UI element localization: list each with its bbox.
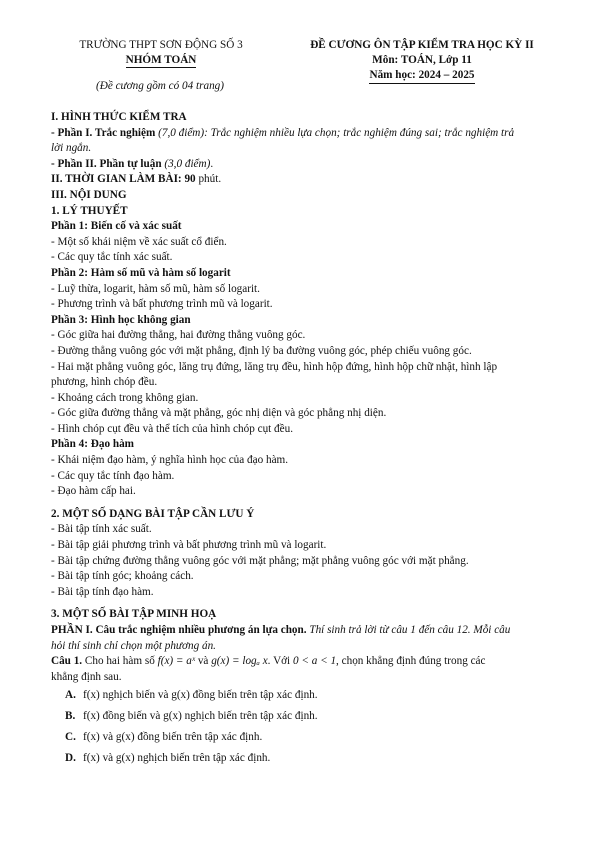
list-item: - Góc giữa đường thẳng và mặt phẳng, góc nhị diện và góc phẳng nhị diện. [51, 407, 387, 420]
content-heading: III. NỘI DUNG [51, 188, 127, 201]
question-1 [51, 654, 561, 670]
part2-end: . [210, 157, 214, 170]
part2-points: (3,0 điểm) [161, 157, 211, 170]
pages-note: (Đề cương gồm có 04 trang) [96, 80, 224, 92]
option-letter: C. [65, 731, 76, 744]
list-item: - Các quy tắc tính đạo hàm. [51, 469, 175, 482]
header-left [56, 38, 266, 68]
question-text: , chọn khẳng định đúng trong các [336, 655, 486, 668]
part-title: Phần 1: Biến cố và xác suất [51, 220, 182, 233]
list-item: - Bài tập tính góc; khoảng cách. [51, 570, 194, 583]
list-item: - Luỹ thừa, logarit, hàm số mũ, hàm số logarit. [51, 282, 260, 295]
option-c [51, 727, 561, 748]
option-letter: D. [65, 752, 76, 765]
part1-label: - Phần I. Trắc nghiệm [51, 126, 156, 139]
group-name: NHÓM TOÁN [125, 54, 197, 66]
list-item: phương, hình chóp đều. [51, 376, 158, 389]
list-item: - Phương trình và bất phương trình mũ và logarit. [51, 298, 273, 311]
part-title: Phần 3: Hình học không gian [51, 313, 191, 326]
option-text: f(x) và g(x) nghịch biến trên tập xác định. [83, 752, 271, 765]
section-heading-format: I. HÌNH THỨC KIỂM TRA [51, 111, 187, 123]
part-instruction-line [51, 623, 561, 639]
option-text: f(x) đồng biến và g(x) nghịch biến trên tập xác định. [83, 710, 318, 723]
list-item: - Hai mặt phẳng vuông góc, lăng trụ đứng, lăng trụ đều, hình hộp đứng, hình hộp chữ nhật, hình lập [51, 360, 498, 373]
question-label: Câu 1. [51, 655, 83, 668]
list-item: - Các quy tắc tính xác suất. [51, 251, 173, 264]
part-label: PHẦN I. Câu trắc nghiệm nhiều phương án lựa chọn. [51, 624, 307, 636]
question-text: . Với [267, 655, 293, 668]
school-name: TRƯỜNG THPT SƠN ĐỘNG SỐ 3 [79, 39, 243, 51]
list-item: - Bài tập giải phương trình và bất phương trình mũ và logarit. [51, 539, 327, 552]
list-item: - Khái niệm đạo hàm, ý nghĩa hình học của đạo hàm. [51, 454, 289, 467]
document-title: ĐỀ CƯƠNG ÔN TẬP KIỂM TRA HỌC KỲ II [310, 39, 534, 51]
part-instruction: Thí sinh trả lời từ câu 1 đến câu 12. Mỗi câu [306, 624, 511, 636]
list-item: - Đường thẳng vuông góc với mặt phẳng, định lý ba đường vuông góc, phép chiếu vuông góc. [51, 344, 472, 357]
document-body [51, 110, 561, 769]
question-text-cont: khẳng định sau. [51, 670, 122, 683]
time-suffix: phút. [195, 173, 222, 186]
time-heading: II. THỜI GIAN LÀM BÀI: 90 [51, 173, 196, 186]
option-letter: B. [65, 710, 76, 723]
list-item: - Bài tập tính xác suất. [51, 523, 152, 536]
theory-heading: 1. LÝ THUYẾT [51, 204, 128, 217]
formula-f: f(x) = aˣ [157, 655, 196, 668]
list-item: - Một số khái niệm về xác suất cổ điển. [51, 235, 227, 248]
condition: 0 < a < 1 [292, 655, 337, 668]
part1-line [51, 126, 561, 142]
part-title: Phần 2: Hàm số mũ và hàm số logarit [51, 266, 231, 279]
school-year: Năm học: 2024 – 2025 [369, 68, 474, 84]
option-a [51, 685, 561, 706]
list-item: - Khoảng cách trong không gian. [51, 391, 199, 404]
option-letter: A. [65, 689, 76, 702]
question-text: Cho hai hàm số [82, 655, 158, 668]
list-item: - Bài tập chứng đường thẳng vuông góc với mặt phẳng; mặt phẳng vuông góc với mặt phẳng. [51, 554, 469, 567]
option-text: f(x) và g(x) đồng biến trên tập xác định. [83, 731, 263, 744]
formula-g: g(x) = logₐ x [211, 655, 268, 668]
part1-desc-cont: lời ngắn. [51, 142, 92, 155]
subject-line: Môn: TOÁN, Lớp 11 [372, 54, 472, 66]
header-right [272, 38, 572, 84]
option-text: f(x) nghịch biến và g(x) đồng biến trên tập xác định. [83, 689, 318, 702]
examples-heading: 3. MỘT SỐ BÀI TẬP MINH HOẠ [51, 608, 217, 621]
option-b [51, 706, 561, 727]
question-text: và [195, 655, 212, 668]
part2-line [51, 157, 561, 173]
part-title: Phần 4: Đạo hàm [51, 438, 134, 451]
list-item: - Đạo hàm cấp hai. [51, 485, 136, 498]
part1-desc: : Trắc nghiệm nhiều lựa chọn; trắc nghiệm đúng sai; trắc nghiệm trả [204, 126, 515, 139]
option-d [51, 748, 561, 769]
list-item: - Bài tập tính đạo hàm. [51, 585, 154, 598]
list-item: - Góc giữa hai đường thẳng, hai đường thẳng vuông góc. [51, 329, 306, 342]
part-instruction-cont: hỏi thí sinh chỉ chọn một phương án. [51, 639, 216, 652]
exercise-types-heading: 2. MỘT SỐ DẠNG BÀI TẬP CẦN LƯU Ý [51, 507, 255, 520]
part1-points: (7,0 điểm) [155, 126, 205, 139]
list-item: - Hình chóp cụt đều và thể tích của hình chóp cụt đều. [51, 422, 294, 435]
time-line [51, 172, 561, 188]
part2-label: - Phần II. Phần tự luận [51, 157, 162, 170]
